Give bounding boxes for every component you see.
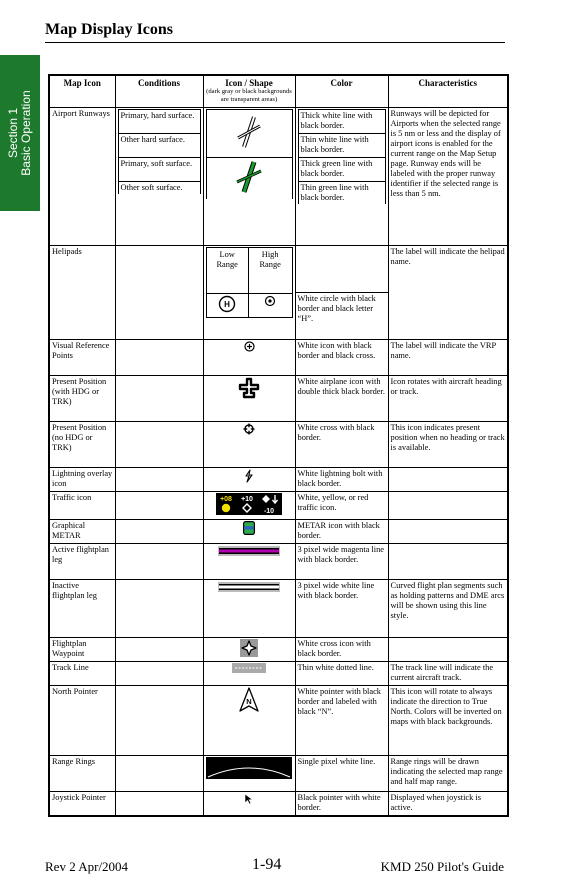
- row-label: Graphical METAR: [49, 520, 115, 544]
- row-characteristics: [388, 638, 508, 662]
- row-color: White pointer with black border and labeled with black “N”.: [295, 686, 388, 756]
- row-color: White, yellow, or red traffic icon.: [295, 492, 388, 520]
- table-row-metar: [49, 520, 508, 544]
- metar-icon: [243, 521, 255, 535]
- traffic-icon-cell: [203, 492, 295, 520]
- table-row-joystick: [49, 792, 508, 816]
- active-leg-line-icon: [218, 545, 280, 557]
- side-tab-section: Section 1: [6, 107, 20, 159]
- row-characteristics: The label will indicate the VRP name.: [388, 340, 508, 376]
- row-characteristics: Icon rotates with aircraft heading or track.: [388, 376, 508, 422]
- row-color: Thin white dotted line.: [295, 662, 388, 686]
- airplane-icon: [238, 377, 260, 399]
- range-ring-icon-cell: [203, 756, 295, 792]
- row-color: Single pixel white line.: [295, 756, 388, 792]
- row-label: Visual Reference Points: [49, 340, 115, 376]
- row-conditions: [115, 662, 203, 686]
- row-characteristics: Range rings will be drawn indicating the selected map range and half map range.: [388, 756, 508, 792]
- table-header-row: [49, 75, 508, 108]
- row-label: Joystick Pointer: [49, 792, 115, 816]
- traffic-icons: [216, 493, 282, 515]
- table-row-airport-runways: [49, 108, 508, 246]
- traffic-yellow-label: +08: [220, 496, 232, 503]
- header-icon-shape-label: Icon / Shape: [225, 78, 273, 88]
- active-leg-icon-cell: [203, 544, 295, 580]
- soft-runway-icon-cell: [206, 158, 292, 200]
- helipad-low-icon-cell: [206, 294, 248, 318]
- color-thick-green: Thick green line with black border.: [298, 158, 385, 182]
- condition-other-soft: Other soft surface.: [118, 182, 200, 195]
- joystick-pointer-icon-cell: [203, 792, 295, 816]
- track-line-icon: [232, 663, 266, 673]
- runway-conditions-cell: [115, 108, 203, 246]
- row-conditions: [115, 580, 203, 638]
- hard-runway-icon: [234, 114, 264, 150]
- traffic-yellow-icon: [222, 504, 230, 512]
- row-conditions: [115, 520, 203, 544]
- row-label: Airport Runways: [49, 108, 115, 246]
- row-label: Active flightplan leg: [49, 544, 115, 580]
- row-characteristics: Displayed when joystick is active.: [388, 792, 508, 816]
- helipad-low-range-icon: [218, 295, 236, 313]
- metar-icon-cell: [203, 520, 295, 544]
- color-thin-green: Thin green line with black border.: [298, 182, 385, 205]
- hard-runway-icon-cell: [206, 110, 292, 158]
- table-row-range-rings: [49, 756, 508, 792]
- waypoint-cross-icon: [240, 639, 258, 657]
- row-label: Present Position (no HDG or TRK): [49, 422, 115, 468]
- table-row-vrp: [49, 340, 508, 376]
- position-cross-icon: [243, 423, 255, 435]
- helipad-letter: H: [224, 300, 231, 309]
- row-color: 3 pixel wide white line with black border.: [295, 580, 388, 638]
- vrp-icon-cell: [203, 340, 295, 376]
- row-conditions: [115, 246, 203, 340]
- color-thin-white: Thin white line with black border.: [298, 134, 385, 158]
- range-ring-icon: [206, 757, 292, 779]
- row-conditions: [115, 492, 203, 520]
- row-color: METAR icon with black border.: [295, 520, 388, 544]
- lightning-icon: [244, 469, 254, 483]
- row-characteristics: This icon will rotate to always indicate the direction to True North. Colors will be inverted on maps with black backgrounds.: [388, 686, 508, 756]
- row-color: 3 pixel wide magenta line with black border.: [295, 544, 388, 580]
- row-label: Lightning overlay icon: [49, 468, 115, 492]
- table-row-north-pointer: [49, 686, 508, 756]
- row-color: White airplane icon with double thick black border.: [295, 376, 388, 422]
- section-side-tab-text: [7, 90, 33, 175]
- lightning-icon-cell: [203, 468, 295, 492]
- footer-revision: Rev 2 Apr/2004: [45, 859, 129, 874]
- helipad-icons: [206, 247, 293, 318]
- runway-characteristics: Runways will be depicted for Airports when the selected range is 5 nm or less and the display of airport icons is enabled for the current range on the Map Setup page. Runway ends will be labeled with the proper runway identifier if the selected range is less than 5 nm.: [388, 108, 508, 246]
- airplane-icon-cell: [203, 376, 295, 422]
- row-label: Track Line: [49, 662, 115, 686]
- row-characteristics: The track line will indicate the current aircraft track.: [388, 662, 508, 686]
- header-conditions: Conditions: [115, 75, 203, 108]
- inactive-leg-line-icon: [218, 581, 280, 593]
- page-number: 1-94: [252, 856, 282, 873]
- table-row-helipads: [49, 246, 508, 340]
- row-color: White lightning bolt with black border.: [295, 468, 388, 492]
- row-conditions: [115, 376, 203, 422]
- helipad-color: White circle with black border and black letter “H”.: [297, 294, 376, 323]
- row-label: Flightplan Waypoint: [49, 638, 115, 662]
- row-conditions: [115, 468, 203, 492]
- row-color: Black pointer with white border.: [295, 792, 388, 816]
- position-cross-icon-cell: [203, 422, 295, 468]
- helipad-high-range-icon: [264, 295, 276, 307]
- title-rule: [45, 42, 505, 43]
- header-icon-shape-note: (dark gray or black backgrounds are transparent areas): [206, 88, 292, 103]
- helipad-characteristics: The label will indicate the helipad name.: [388, 246, 508, 340]
- header-characteristics: Characteristics: [388, 75, 508, 108]
- table-row-lightning: [49, 468, 508, 492]
- row-characteristics: [388, 468, 508, 492]
- row-characteristics: [388, 520, 508, 544]
- helipad-high-range-label: High Range: [248, 248, 292, 294]
- section-side-tab: [0, 55, 40, 211]
- row-color: White cross with black border.: [295, 422, 388, 468]
- row-characteristics: [388, 492, 508, 520]
- page-title: Map Display Icons: [45, 21, 174, 38]
- runway-icons: [206, 109, 293, 199]
- north-pointer-icon: [238, 687, 260, 713]
- condition-other-hard: Other hard surface.: [118, 134, 200, 158]
- row-label: North Pointer: [49, 686, 115, 756]
- row-characteristics: Curved flight plan segments such as holding patterns and DME arcs will be shown using this line style.: [388, 580, 508, 638]
- runway-conditions: [118, 109, 201, 194]
- soft-runway-icon: [233, 159, 265, 195]
- track-line-icon-cell: [203, 662, 295, 686]
- north-letter: N: [246, 697, 252, 706]
- row-label: Range Rings: [49, 756, 115, 792]
- traffic-white-label: +10: [241, 496, 253, 503]
- map-icons-table: [48, 74, 509, 817]
- row-conditions: [115, 544, 203, 580]
- helipad-low-range-label: Low Range: [206, 248, 248, 294]
- header-map-icon: Map Icon: [49, 75, 115, 108]
- runway-colors: [298, 109, 386, 204]
- row-conditions: [115, 638, 203, 662]
- row-color: White icon with black border and black cross.: [295, 340, 388, 376]
- table-row-active-leg: [49, 544, 508, 580]
- helipad-color-cell: [295, 246, 388, 340]
- traffic-red-label: -10: [263, 508, 275, 515]
- row-characteristics: [388, 544, 508, 580]
- waypoint-icon-cell: [203, 638, 295, 662]
- table-row-waypoint: [49, 638, 508, 662]
- table-row-inactive-leg: [49, 580, 508, 638]
- footer-guide-title: KMD 250 Pilot's Guide: [380, 859, 504, 874]
- runway-icon-cell: [203, 108, 295, 246]
- row-conditions: [115, 792, 203, 816]
- header-icon-shape: [203, 75, 295, 108]
- table-row-present-position-hdg: [49, 376, 508, 422]
- header-color: Color: [295, 75, 388, 108]
- row-label: Present Position (with HDG or TRK): [49, 376, 115, 422]
- joystick-pointer-icon: [244, 793, 254, 805]
- row-label: Traffic icon: [49, 492, 115, 520]
- color-thick-white: Thick white line with black border.: [298, 110, 385, 134]
- row-conditions: [115, 686, 203, 756]
- row-label: Helipads: [49, 246, 115, 340]
- row-conditions: [115, 756, 203, 792]
- table-row-track-line: [49, 662, 508, 686]
- runway-colors-cell: [295, 108, 388, 246]
- row-color: White cross icon with black border.: [295, 638, 388, 662]
- row-characteristics: This icon indicates present position when no heading or track is available.: [388, 422, 508, 468]
- helipad-high-icon-cell: [248, 294, 292, 318]
- helipad-icon-cell: [203, 246, 295, 340]
- row-label: Inactive flightplan leg: [49, 580, 115, 638]
- north-pointer-icon-cell: [203, 686, 295, 756]
- table-row-traffic: [49, 492, 508, 520]
- condition-primary-soft: Primary, soft surface.: [118, 158, 200, 182]
- vrp-icon: [244, 341, 255, 352]
- inactive-leg-icon-cell: [203, 580, 295, 638]
- table-row-present-position-no-hdg: [49, 422, 508, 468]
- side-tab-topic: Basic Operation: [19, 90, 33, 176]
- row-conditions: [115, 340, 203, 376]
- row-conditions: [115, 422, 203, 468]
- condition-primary-hard: Primary, hard surface.: [118, 110, 200, 134]
